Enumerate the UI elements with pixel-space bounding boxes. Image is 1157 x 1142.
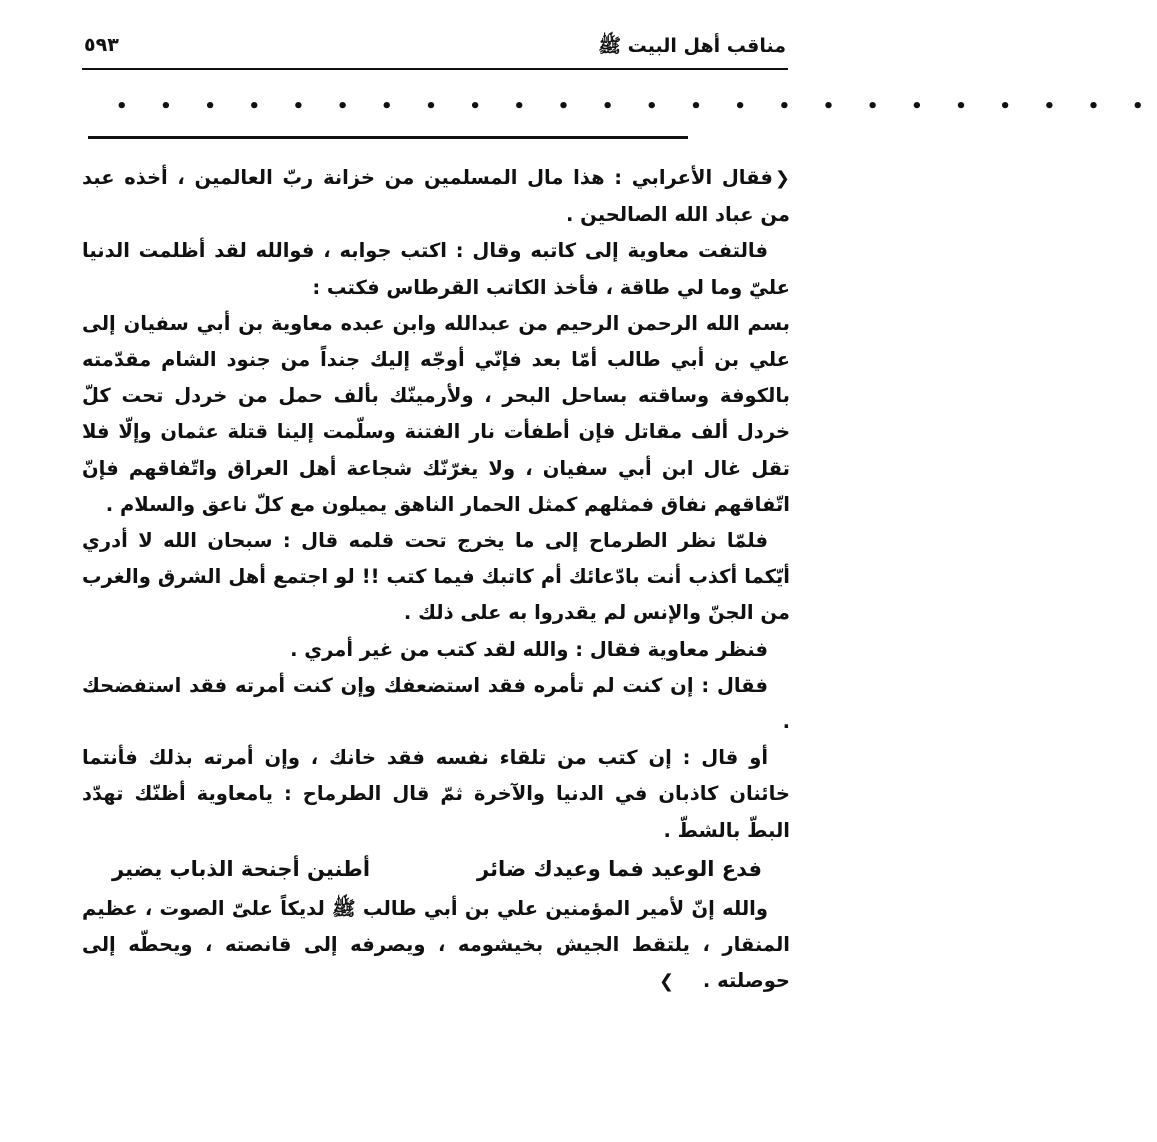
ornament-dots: • • • • • • • • • • • • • • • • • • • • • • • • bbox=[116, 96, 1157, 117]
quote-open-icon: ❮ bbox=[774, 168, 790, 189]
paragraph bbox=[82, 891, 790, 1001]
paragraph bbox=[82, 160, 790, 233]
paragraph: فنظر معاوية فقال : والله لقد كتب من غير أمري . bbox=[290, 637, 768, 661]
section-divider bbox=[88, 136, 688, 139]
dotted-ornament bbox=[116, 96, 1157, 117]
paragraph: فقال : إن كنت لم تأمره فقد استضعفك وإن كنت أمرته فقد استفضحك . bbox=[82, 673, 790, 734]
page-header bbox=[84, 28, 786, 68]
paragraph: أو قال : إن كتب من تلقاء نفسه فقد خانك ، وإن أمرته بذلك فأنتما خائنان كاذبان في الدنيا والآخرة ثمّ قال الطرماح : يامعاوية أظنّك تهدّد البطّ بالشطّ . bbox=[82, 746, 790, 842]
running-title: مناقب أهل البيت ﷺ bbox=[598, 35, 786, 57]
verse-second-hemistich: أطنين أجنحة الذباب يضير bbox=[112, 856, 371, 881]
page-number: ٥٩٣ bbox=[84, 34, 119, 56]
paragraph-text: والله إنّ لأمير المؤمنين علي بن أبي طالب ﷺ لديكاً علىّ الصوت ، عظيم المنقار ، يلتقط الجيش بخيشومه ، ويصرفه إلى قانصته ، ويحطّه إلى حوصلته . bbox=[82, 897, 790, 993]
paragraph: فالتفت معاوية إلى كاتبه وقال : اكتب جوابه ، فوالله لقد أظلمت الدنيا عليّ وما لي طاقة ، فأخذ الكاتب القرطاس فكتب : bbox=[82, 239, 790, 299]
paragraph-text: فقال الأعرابي : هذا مال المسلمين من خزانة ربّ العالمين ، أخذه عبد من عباد الله الصالحين . bbox=[82, 166, 790, 227]
quote-close-icon: ❯ bbox=[659, 971, 675, 993]
header-divider bbox=[82, 68, 788, 70]
main-text bbox=[82, 160, 790, 1001]
verse-first-hemistich: فدع الوعيد فما وعيدك ضائر bbox=[477, 856, 762, 881]
paragraph: فلمّا نظر الطرماح إلى ما يخرج تحت قلمه قال : سبحان الله لا أدري أيّكما أكذب أنت بادّعائك أم كاتبك فيما كتب !! لو اجتمع أهل الشرق والغرب من الجنّ والإنس لم يقدروا به على ذلك . bbox=[82, 529, 790, 625]
poetry-verse bbox=[82, 851, 790, 887]
letter-paragraph: بسم الله الرحمن الرحيم من عبدالله وابن عبده معاوية بن أبي سفيان إلى علي بن أبي طالب أمّا بعد فإنّي أوجّه إليك جنداً من جنود الشام مقدّمته بالكوفة وساقته بساحل البحر ، ولأرمينّك بألف حمل من خردل تحت كلّ خردل ألف مقاتل فإن أطفأت نار الفتنة وسلّمت إلينا قتلة عثمان وإلّا فلا تقل غال ابن أبي سفيان ، ولا يغرّنّك شجاعة أهل العراق واتّفاقهم فإنّ اتّفاقهم نفاق فمثلهم كمثل الحمار الناهق يميلون مع كلّ ناعق والسلام . bbox=[82, 311, 790, 516]
